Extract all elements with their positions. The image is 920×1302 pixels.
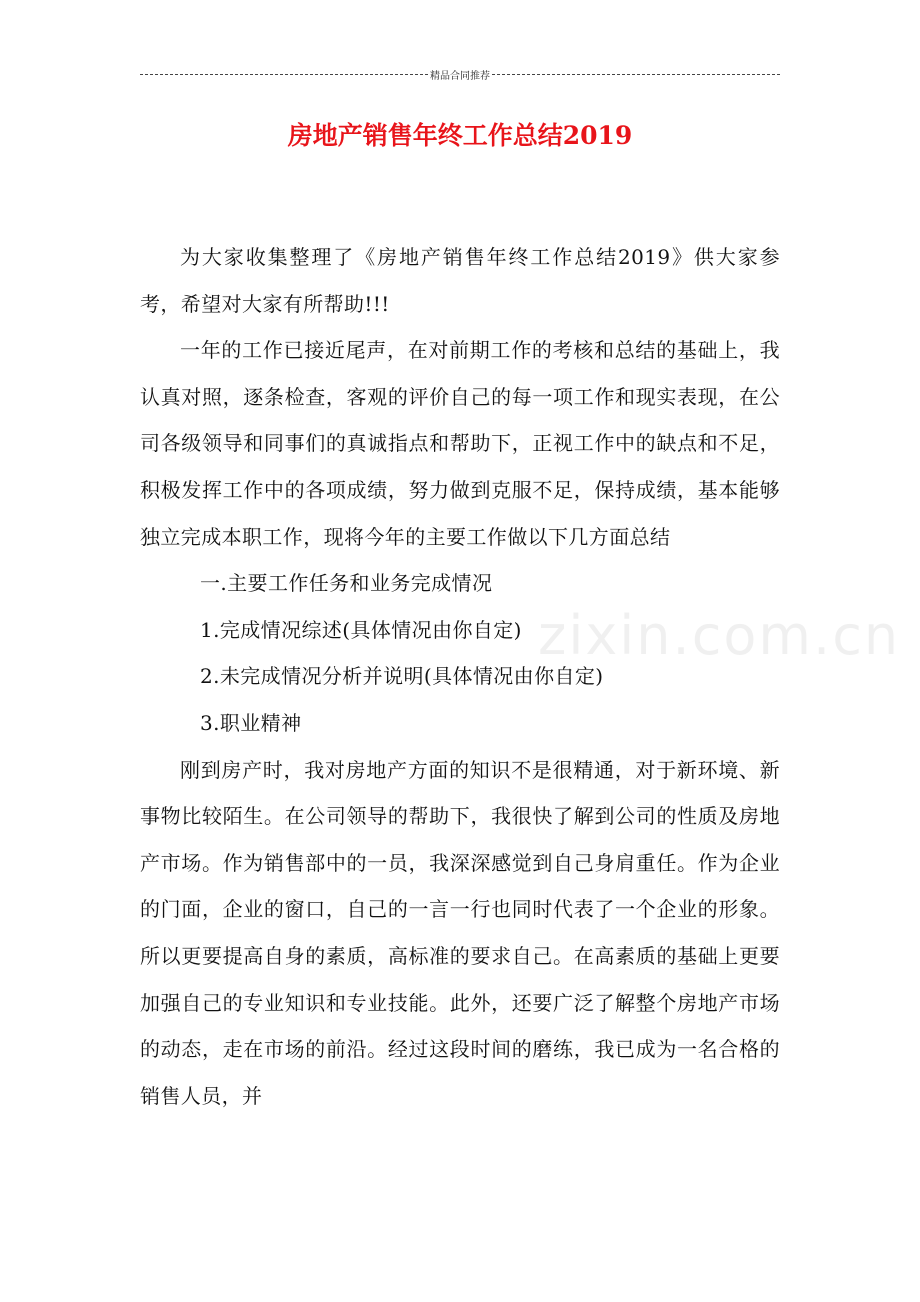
- list-item: 2.未完成情况分析并说明(具体情况由你自定): [200, 664, 604, 689]
- header-label: 精品合同推荐: [430, 70, 490, 82]
- document-body: [140, 234, 780, 1119]
- list-item: 3.职业精神: [200, 710, 302, 735]
- document-title: 房地产销售年终工作总结2019: [287, 121, 633, 150]
- section-heading: 一.主要工作任务和业务完成情况: [200, 571, 493, 596]
- body-paragraph: 刚到房产时，我对房地产方面的知识不是很精通，对于新环境、新事物比较陌生。在公司领导的帮助下，我很快了解到公司的性质及房地产市场。作为销售部中的一员，我深深感觉到自己身肩重任。作为企业的门面，企业的窗口，自己的一言一行也同时代表了一个企业的形象。所以更要提高自身的素质，高标准的要求自己。在高素质的基础上更要加强自己的专业知识和专业技能。此外，还要广泛了解整个房地产市场的动态，走在市场的前沿。经过这段时间的磨练，我已成为一名合格的销售人员，并: [140, 757, 780, 1108]
- list-item: 1.完成情况综述(具体情况由你自定): [200, 617, 522, 642]
- header-dash-left: [140, 74, 428, 75]
- intro-paragraph: 为大家收集整理了《房地产销售年终工作总结2019》供大家参考，希望对大家有所帮助!!!: [140, 245, 780, 316]
- page-header: [140, 66, 780, 82]
- watermark: zixin.com.cn: [538, 604, 901, 667]
- header-dash-right: [492, 74, 780, 75]
- summary-paragraph: 一年的工作已接近尾声，在对前期工作的考核和总结的基础上，我认真对照，逐条检查，客观的评价自己的每一项工作和现实表现，在公司各级领导和同事们的真诚指点和帮助下，正视工作中的缺点和不足，积极发挥工作中的各项成绩，努力做到克服不足，保持成绩，基本能够独立完成本职工作，现将今年的主要工作做以下几方面总结: [140, 338, 780, 549]
